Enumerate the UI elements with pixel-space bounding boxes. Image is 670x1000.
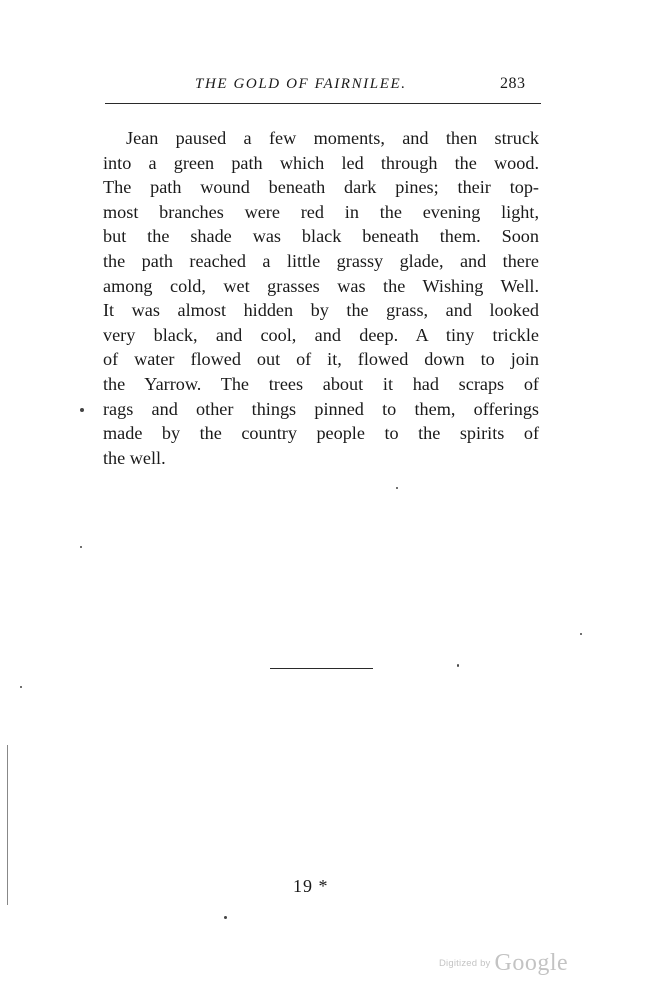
scan-speck [20, 686, 22, 688]
signature-mark: 19 * [293, 876, 329, 896]
text-line: rags and other things pinned to them, offerings [103, 398, 539, 419]
digitized-watermark [439, 950, 568, 977]
text-line: Jean paused a few moments, and then struck [126, 128, 539, 148]
scan-edge-line [7, 745, 8, 905]
text-line: the well. [103, 447, 166, 468]
page-number: 283 [500, 75, 526, 92]
text-line: The path wound beneath dark pines; their top- [103, 177, 539, 198]
scan-speck [80, 408, 84, 412]
watermark-prefix: Digitized by [439, 958, 491, 969]
end-rule [270, 668, 373, 669]
text-line: It was almost hidden by the grass, and looked [103, 300, 539, 321]
text-line: among cold, wet grasses was the Wishing Well. [103, 275, 539, 296]
text-line: most branches were red in the evening light, [103, 201, 539, 222]
scan-speck [580, 633, 582, 635]
scan-speck [457, 664, 459, 667]
text-line: made by the country people to the spirits of [103, 423, 539, 444]
text-line: very black, and cool, and deep. A tiny trickle [103, 324, 539, 345]
watermark-brand: Google [494, 950, 569, 976]
text-line: the path reached a little grassy glade, and there [103, 250, 539, 271]
scan-speck [224, 916, 227, 919]
text-line: but the shade was black beneath them. Soon [103, 226, 539, 247]
text-line: the Yarrow. The trees about it had scraps of [103, 373, 539, 394]
text-line: of water flowed out of it, flowed down to join [103, 349, 539, 370]
scan-speck [396, 487, 398, 489]
body-paragraph [103, 126, 539, 470]
text-line: into a green path which led through the wood. [103, 152, 539, 173]
scan-speck [80, 546, 82, 548]
running-title: THE GOLD OF FAIRNILEE. [195, 76, 407, 92]
header-rule [105, 103, 541, 104]
